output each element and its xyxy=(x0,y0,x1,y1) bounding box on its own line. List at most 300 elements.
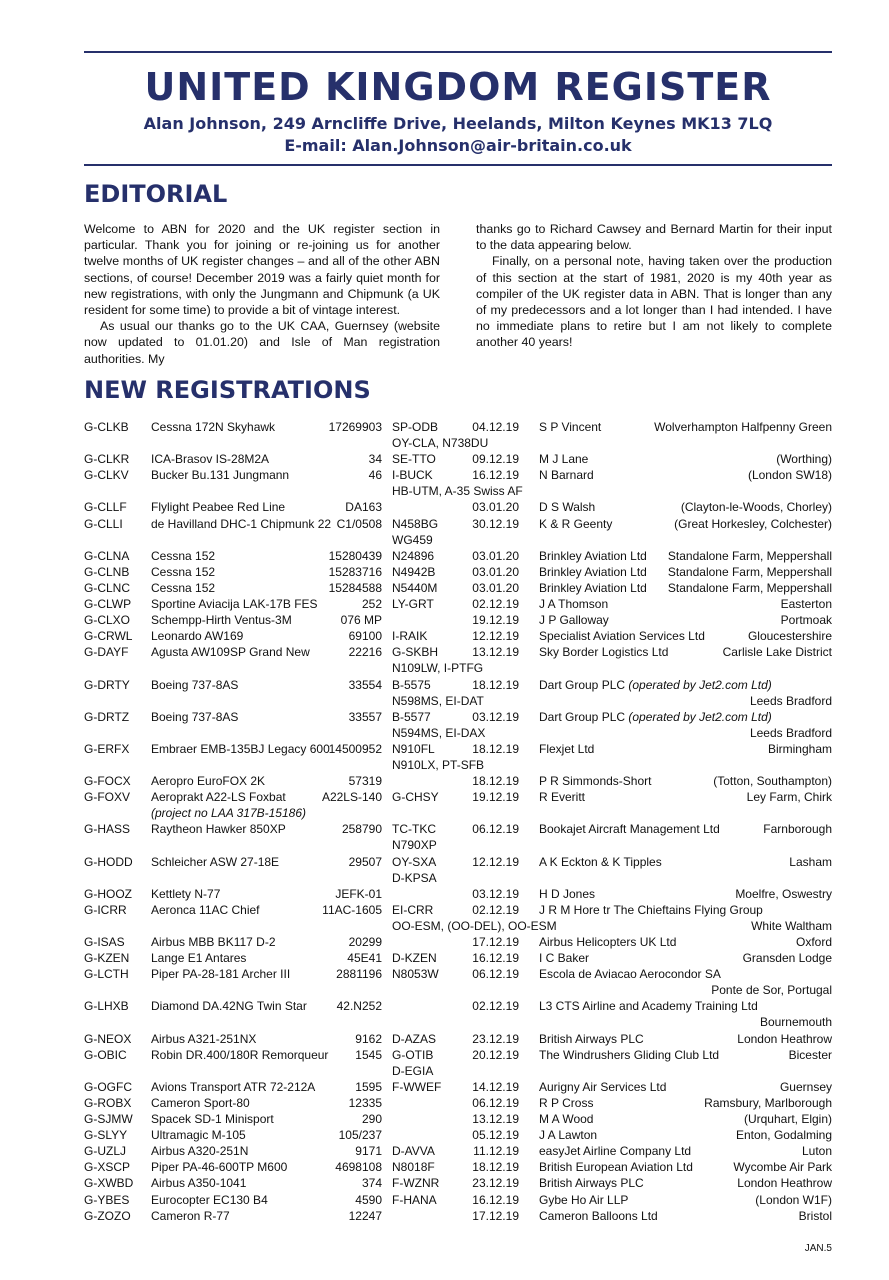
registration-date: 18.12.19 xyxy=(472,741,519,756)
construction-number: 42.N252 xyxy=(336,999,382,1014)
construction-number: 11AC-1605 xyxy=(322,902,382,917)
aircraft-type: Boeing 737-8AS xyxy=(151,709,239,724)
table-row xyxy=(84,548,832,564)
table-row xyxy=(84,741,832,757)
registration-date: 19.12.19 xyxy=(472,790,519,805)
location: Ley Farm, Chirk xyxy=(746,790,832,805)
registration-date: 16.12.19 xyxy=(472,468,519,483)
table-row xyxy=(84,580,832,596)
email-line: E-mail: Alan.Johnson@air-britain.co.uk xyxy=(284,136,632,155)
owner: L3 CTS Airline and Academy Training Ltd xyxy=(539,999,758,1014)
construction-number: 15283716 xyxy=(328,564,382,579)
owner: S P Vincent xyxy=(539,420,602,434)
owner xyxy=(539,709,772,725)
registration-date: 17.12.19 xyxy=(472,935,519,949)
table-row xyxy=(84,1143,832,1159)
table-row xyxy=(84,950,832,966)
registration-mark: G-CRWL xyxy=(84,629,133,644)
construction-number: 45E41 xyxy=(347,951,382,966)
registration-mark: G-UZLJ xyxy=(84,1144,126,1159)
location: Ponte de Sor, Portugal xyxy=(711,983,832,998)
previous-identities: OO-ESM, (OO-DEL), OO-ESM xyxy=(392,918,557,933)
construction-number: 252 xyxy=(361,597,382,612)
aircraft-type: de Havilland DHC-1 Chipmunk 22 xyxy=(151,516,332,531)
table-row xyxy=(84,644,832,660)
aircraft-type: Agusta AW109SP Grand New xyxy=(151,645,310,660)
location: London Heathrow xyxy=(737,1031,832,1046)
registration-mark: G-NEOX xyxy=(84,1031,132,1046)
registration-mark: G-YBES xyxy=(84,1192,130,1207)
table-row-continuation xyxy=(84,660,832,676)
construction-number: 20299 xyxy=(348,935,382,949)
table-row xyxy=(84,451,832,467)
aircraft-type: Schempp-Hirth Ventus-3M xyxy=(151,613,292,628)
location: London Heathrow xyxy=(737,1176,832,1191)
previous-identity: I-RAIK xyxy=(392,629,428,644)
registration-mark: G-DRTY xyxy=(84,677,130,692)
table-row xyxy=(84,1175,832,1191)
location: Gransden Lodge xyxy=(742,951,832,966)
location: (Urquhart, Elgin) xyxy=(743,1112,832,1127)
construction-number: 46 xyxy=(368,468,382,483)
table-row xyxy=(84,902,832,918)
construction-number: 4590 xyxy=(355,1192,382,1207)
table-row xyxy=(84,966,832,982)
registration-mark: G-DAYF xyxy=(84,645,129,660)
registration-date: 12.12.19 xyxy=(472,854,519,869)
construction-number: 69100 xyxy=(348,629,382,644)
table-row xyxy=(84,677,832,693)
editorial-paragraph: As usual our thanks go to the UK CAA, Guernsey (website now updated to 01.01.20) and Isle of Man registration authorities. My xyxy=(84,319,440,366)
table-row xyxy=(84,934,832,950)
previous-identity: G-SKBH xyxy=(392,645,439,660)
editorial-paragraph: Welcome to ABN for 2020 and the UK register section in particular. Thank you for joining or re-joining us for another twelve months of UK register changes – and all of the other ABN sections, of course! December 2019 was a fairly quiet month for new registrations, with only the Jungmann and Chipmunk (a UK resident for some time) to provide a bit of vintage interest. xyxy=(84,222,440,318)
aircraft-type: Schleicher ASW 27-18E xyxy=(151,854,280,869)
owner: British European Aviation Ltd xyxy=(539,1160,693,1175)
construction-number: 22216 xyxy=(348,645,382,660)
registration-date: 18.12.19 xyxy=(472,1160,519,1175)
owner: I C Baker xyxy=(539,951,590,966)
registration-mark: G-HOOZ xyxy=(84,886,132,901)
registration-date: 19.12.19 xyxy=(472,613,519,628)
previous-identities: HB-UTM, A-35 Swiss AF xyxy=(392,484,523,499)
table-row xyxy=(84,773,832,789)
aircraft-type: Cameron R-77 xyxy=(151,1208,230,1223)
owner: Aurigny Air Services Ltd xyxy=(539,1079,667,1094)
construction-number: 105/237 xyxy=(338,1128,382,1143)
construction-number: 076 MP xyxy=(340,613,382,628)
previous-identities: OY-CLA, N738DU xyxy=(392,436,489,451)
construction-number: 2881196 xyxy=(336,967,382,982)
owner: Cameron Balloons Ltd xyxy=(539,1208,658,1223)
new-registrations-heading: NEW REGISTRATIONS xyxy=(84,376,371,404)
registration-mark: G-CLKR xyxy=(84,452,130,467)
table-row xyxy=(84,1111,832,1127)
aircraft-type: Cameron Sport-80 xyxy=(151,1095,250,1110)
table-row-continuation xyxy=(84,870,832,886)
registration-mark: G-DRTZ xyxy=(84,709,130,724)
previous-identity: G-OTIB xyxy=(392,1047,434,1062)
registration-mark: G-XWBD xyxy=(84,1176,134,1191)
location: Portmoak xyxy=(780,613,832,628)
registration-date: 03.12.19 xyxy=(472,709,519,724)
top-rule xyxy=(84,51,832,53)
registration-list xyxy=(84,419,832,1224)
table-row xyxy=(84,821,832,837)
construction-number: 17269903 xyxy=(328,420,382,434)
previous-identity: N910FL xyxy=(392,741,435,756)
location: Oxford xyxy=(795,935,832,949)
aircraft-type: Boeing 737-8AS xyxy=(151,677,239,692)
table-row-continuation xyxy=(84,532,832,548)
registration-date: 16.12.19 xyxy=(472,951,519,966)
construction-number: 290 xyxy=(361,1112,382,1127)
location: Guernsey xyxy=(779,1079,832,1094)
previous-identity: N8053W xyxy=(392,967,439,982)
owner: Flexjet Ltd xyxy=(539,741,595,756)
construction-number: 4698108 xyxy=(335,1160,382,1175)
registration-mark: G-ISAS xyxy=(84,935,125,949)
owner: J A Lawton xyxy=(539,1128,598,1143)
construction-number: 374 xyxy=(361,1176,382,1191)
registration-date: 02.12.19 xyxy=(472,999,519,1014)
location: Gloucestershire xyxy=(747,629,832,644)
location: White Waltham xyxy=(751,918,832,933)
registration-mark: G-CLXO xyxy=(84,613,131,628)
location: Standalone Farm, Meppershall xyxy=(667,548,832,563)
previous-identity: D-KZEN xyxy=(392,951,437,966)
aircraft-type: Robin DR.400/180R Remorqueur xyxy=(151,1047,329,1062)
owner xyxy=(539,677,772,693)
previous-identity: F-HANA xyxy=(392,1192,437,1207)
registration-date: 06.12.19 xyxy=(472,967,519,982)
registration-mark: G-ICRR xyxy=(84,902,127,917)
registration-date: 18.12.19 xyxy=(472,677,519,692)
table-row xyxy=(84,1095,832,1111)
registration-date: 13.12.19 xyxy=(472,1112,519,1127)
owner: Gybe Ho Air LLP xyxy=(539,1192,629,1207)
previous-identity: B-5577 xyxy=(392,709,431,724)
table-row-continuation xyxy=(84,725,832,741)
owner: Escola de Aviacao Aerocondor SA xyxy=(539,967,721,982)
owner: A K Eckton & K Tipples xyxy=(539,854,662,869)
editorial-column-right xyxy=(476,221,832,351)
owner: Sky Border Logistics Ltd xyxy=(539,645,669,660)
construction-number: 9171 xyxy=(355,1144,382,1159)
aircraft-type: Eurocopter EC130 B4 xyxy=(151,1192,268,1207)
location: Lasham xyxy=(789,854,832,869)
registration-date: 18.12.19 xyxy=(472,774,519,789)
previous-identity: EI-CRR xyxy=(392,902,434,917)
registration-mark: G-CLNB xyxy=(84,564,130,579)
registration-date: 13.12.19 xyxy=(472,645,519,660)
registration-date: 02.12.19 xyxy=(472,902,519,917)
construction-number: 15284588 xyxy=(328,580,382,595)
owner-note: (operated by Jet2.com Ltd) xyxy=(628,677,772,692)
previous-identities: N790XP xyxy=(392,838,437,853)
previous-identity: TC-TKC xyxy=(392,822,436,837)
location: Standalone Farm, Meppershall xyxy=(667,580,832,595)
registration-date: 17.12.19 xyxy=(472,1208,519,1223)
location: Bicester xyxy=(788,1047,832,1062)
table-row xyxy=(84,1127,832,1143)
owner: J R M Hore tr The Chieftains Flying Group xyxy=(539,902,763,917)
aircraft-type: Cessna 152 xyxy=(151,548,216,563)
registration-mark: G-HODD xyxy=(84,854,133,869)
previous-identity: LY-GRT xyxy=(392,597,434,612)
previous-identity: SP-ODB xyxy=(392,420,439,434)
location: Wolverhampton Halfpenny Green xyxy=(654,420,832,434)
table-row-continuation xyxy=(84,483,832,499)
owner: Brinkley Aviation Ltd xyxy=(539,564,647,579)
construction-number: 33554 xyxy=(348,677,382,692)
owner: easyJet Airline Company Ltd xyxy=(539,1144,692,1159)
header-bottom-rule xyxy=(84,164,832,166)
owner: H D Jones xyxy=(539,886,596,901)
owner: R Everitt xyxy=(539,790,586,805)
previous-identity: N8018F xyxy=(392,1160,435,1175)
aircraft-type: Cessna 152 xyxy=(151,564,216,579)
owner: British Airways PLC xyxy=(539,1031,644,1046)
previous-identities: WG459 xyxy=(392,532,433,547)
aircraft-type: Cessna 152 xyxy=(151,580,216,595)
table-row xyxy=(84,516,832,532)
aircraft-type: Flylight Peabee Red Line xyxy=(151,500,286,515)
table-row xyxy=(84,886,832,902)
construction-number: 12335 xyxy=(348,1095,382,1110)
construction-number: 9162 xyxy=(355,1031,382,1046)
table-row xyxy=(84,1079,832,1095)
previous-identity: G-CHSY xyxy=(392,790,439,805)
previous-identities: N109LW, I-PTFG xyxy=(392,661,484,676)
location: Luton xyxy=(801,1144,832,1159)
aircraft-type: ICA-Brasov IS-28M2A xyxy=(151,452,270,467)
aircraft-type: Aeronca 11AC Chief xyxy=(151,902,260,917)
aircraft-type: Airbus A321-251NX xyxy=(151,1031,257,1046)
location: Leeds Bradford xyxy=(749,693,832,708)
editorial-column-left xyxy=(84,221,440,367)
location: (Great Horkesley, Colchester) xyxy=(674,516,832,531)
aircraft-type: Sportine Aviacija LAK-17B FES xyxy=(151,597,318,612)
owner: D S Walsh xyxy=(539,500,596,515)
aircraft-type: Embraer EMB-135BJ Legacy 600 xyxy=(151,741,330,756)
table-row xyxy=(84,854,832,870)
location: Ramsbury, Marlborough xyxy=(704,1095,832,1110)
construction-number: 34 xyxy=(368,452,382,467)
construction-number: 1595 xyxy=(355,1079,382,1094)
aircraft-type: Airbus MBB BK117 D-2 xyxy=(151,935,276,949)
location: Bristol xyxy=(798,1208,832,1223)
registration-date: 23.12.19 xyxy=(472,1176,519,1191)
previous-identity: N5440M xyxy=(392,580,438,595)
owner: M A Wood xyxy=(539,1112,594,1127)
table-row xyxy=(84,998,832,1014)
table-row xyxy=(84,1192,832,1208)
table-row xyxy=(84,1159,832,1175)
table-row-continuation xyxy=(84,435,832,451)
construction-number: 1545 xyxy=(355,1047,382,1062)
table-row xyxy=(84,628,832,644)
aircraft-type: Avions Transport ATR 72-212A xyxy=(151,1079,316,1094)
registration-mark: G-FOXV xyxy=(84,790,131,805)
location: Wycombe Air Park xyxy=(733,1160,832,1175)
location: (Worthing) xyxy=(776,452,832,467)
registration-date: 03.01.20 xyxy=(472,500,519,515)
aircraft-type: Diamond DA.42NG Twin Star xyxy=(151,999,307,1014)
owner: The Windrushers Gliding Club Ltd xyxy=(539,1047,720,1062)
aircraft-type: Piper PA-28-181 Archer III xyxy=(151,967,291,982)
location: (Clayton-le-Woods, Chorley) xyxy=(680,500,832,515)
aircraft-type: Piper PA-46-600TP M600 xyxy=(151,1160,288,1175)
location: Leeds Bradford xyxy=(749,725,832,740)
construction-number: 14500952 xyxy=(328,741,382,756)
owner: British Airways PLC xyxy=(539,1176,644,1191)
location: Moelfre, Oswestry xyxy=(735,886,832,901)
previous-identity: F-WZNR xyxy=(392,1176,440,1191)
location: (London SW18) xyxy=(747,468,832,483)
registration-date: 06.12.19 xyxy=(472,822,519,837)
owner: K & R Geenty xyxy=(539,516,613,531)
aircraft-type: Bucker Bu.131 Jungmann xyxy=(151,468,290,483)
construction-number: C1/0508 xyxy=(336,516,382,531)
owner: P R Simmonds-Short xyxy=(539,774,652,789)
registration-date: 20.12.19 xyxy=(472,1047,519,1062)
location: Carlisle Lake District xyxy=(722,645,832,660)
registration-date: 30.12.19 xyxy=(472,516,519,531)
previous-identity: SE-TTO xyxy=(392,452,436,467)
table-row-continuation xyxy=(84,982,832,998)
registration-date: 12.12.19 xyxy=(472,629,519,644)
registration-mark: G-CLNA xyxy=(84,548,130,563)
table-row-continuation xyxy=(84,693,832,709)
registration-date: 03.01.20 xyxy=(472,580,519,595)
registration-mark: G-ERFX xyxy=(84,741,130,756)
registration-mark: G-LCTH xyxy=(84,967,129,982)
registration-mark: G-CLLI xyxy=(84,516,123,531)
registration-mark: G-SLYY xyxy=(84,1128,128,1143)
registration-date: 05.12.19 xyxy=(472,1128,519,1143)
owner: Brinkley Aviation Ltd xyxy=(539,548,647,563)
registration-date: 16.12.19 xyxy=(472,1192,519,1207)
aircraft-type: Airbus A320-251N xyxy=(151,1144,249,1159)
table-row-continuation xyxy=(84,805,832,821)
owner: J P Galloway xyxy=(539,613,609,628)
table-row xyxy=(84,1047,832,1063)
previous-identities: D-KPSA xyxy=(392,870,437,885)
page-title: UNITED KINGDOM REGISTER xyxy=(144,65,772,109)
registration-mark: G-ROBX xyxy=(84,1095,132,1110)
location: Bournemouth xyxy=(759,1015,832,1030)
table-row xyxy=(84,419,832,435)
location: Birmingham xyxy=(767,741,832,756)
registration-mark: G-ZOZO xyxy=(84,1208,131,1223)
previous-identity: N4942B xyxy=(392,564,436,579)
construction-number: 33557 xyxy=(348,709,382,724)
registration-date: 03.01.20 xyxy=(472,564,519,579)
aircraft-type: Kettlety N-77 xyxy=(151,886,221,901)
registration-mark: G-CLWP xyxy=(84,597,132,612)
owner: R P Cross xyxy=(539,1095,594,1110)
registration-date: 04.12.19 xyxy=(472,420,519,434)
editorial-paragraph: Finally, on a personal note, having taken over the production of this section at the start of 1981, 2020 is my 40th year as compiler of the UK register data in ABN. That is longer than any of my predecessors and a lot longer than I had intended. I have no immediate plans to retire but I am not likely to complete another 40 years! xyxy=(476,254,832,350)
construction-number: JEFK-01 xyxy=(335,886,382,901)
location: (Totton, Southampton) xyxy=(713,774,832,789)
registration-mark: G-KZEN xyxy=(84,951,130,966)
previous-identity: N24896 xyxy=(392,548,435,563)
owner-name: Dart Group PLC xyxy=(539,709,626,724)
table-row-continuation xyxy=(84,918,832,934)
owner: M J Lane xyxy=(539,452,589,467)
registration-mark: G-CLKV xyxy=(84,468,129,483)
registration-mark: G-CLNC xyxy=(84,580,131,595)
table-row-continuation xyxy=(84,1014,832,1030)
location: Farnborough xyxy=(763,822,832,837)
registration-date: 06.12.19 xyxy=(472,1095,519,1110)
construction-number: 12247 xyxy=(348,1208,382,1223)
construction-number: 57319 xyxy=(348,774,382,789)
previous-identities: N594MS, EI-DAX xyxy=(392,725,486,740)
owner: Specialist Aviation Services Ltd xyxy=(539,629,705,644)
registration-mark: G-CLKB xyxy=(84,420,129,434)
table-row xyxy=(84,467,832,483)
aircraft-type-note: (project no LAA 317B-15186) xyxy=(151,806,306,821)
table-row xyxy=(84,499,832,515)
aircraft-type: Raytheon Hawker 850XP xyxy=(151,822,286,837)
editorial-heading: EDITORIAL xyxy=(84,180,228,208)
registration-date: 14.12.19 xyxy=(472,1079,519,1094)
aircraft-type: Cessna 172N Skyhawk xyxy=(151,420,276,434)
registration-date: 09.12.19 xyxy=(472,452,519,467)
location: Standalone Farm, Meppershall xyxy=(667,564,832,579)
owner: J A Thomson xyxy=(539,597,609,612)
registration-mark: G-SJMW xyxy=(84,1112,133,1127)
aircraft-type: Ultramagic M-105 xyxy=(151,1128,246,1143)
table-row xyxy=(84,596,832,612)
registration-mark: G-CLLF xyxy=(84,500,127,515)
previous-identities: D-EGIA xyxy=(392,1063,434,1078)
owner: N Barnard xyxy=(539,468,594,483)
location: Enton, Godalming xyxy=(735,1128,832,1143)
previous-identity: B-5575 xyxy=(392,677,431,692)
address-line: Alan Johnson, 249 Arncliffe Drive, Heelands, Milton Keynes MK13 7LQ xyxy=(143,114,773,133)
previous-identity: D-AZAS xyxy=(392,1031,437,1046)
registration-mark: G-OBIC xyxy=(84,1047,127,1062)
owner-name: Dart Group PLC xyxy=(539,677,626,692)
aircraft-type: Leonardo AW169 xyxy=(151,629,244,644)
aircraft-type: Lange E1 Antares xyxy=(151,951,247,966)
registration-date: 23.12.19 xyxy=(472,1031,519,1046)
registration-mark: G-XSCP xyxy=(84,1160,131,1175)
table-row-continuation xyxy=(84,1063,832,1079)
construction-number: 29507 xyxy=(348,854,382,869)
registration-date: 11.12.19 xyxy=(473,1144,519,1159)
previous-identity: D-AVVA xyxy=(392,1144,435,1159)
aircraft-type: Spacek SD-1 Minisport xyxy=(151,1112,274,1127)
registration-mark: G-FOCX xyxy=(84,774,131,789)
aircraft-type: Airbus A350-1041 xyxy=(151,1176,247,1191)
construction-number: DA163 xyxy=(345,500,382,515)
editorial-paragraph: thanks go to Richard Cawsey and Bernard Martin for their input to the data appearing below. xyxy=(476,222,832,253)
table-row xyxy=(84,789,832,805)
table-row xyxy=(84,709,832,725)
previous-identities: N598MS, EI-DAT xyxy=(392,693,484,708)
registration-mark: G-OGFC xyxy=(84,1079,132,1094)
table-row-continuation xyxy=(84,757,832,773)
owner: Bookajet Aircraft Management Ltd xyxy=(539,822,720,837)
construction-number: 15280439 xyxy=(328,548,382,563)
previous-identity: OY-SXA xyxy=(392,854,437,869)
registration-mark: G-LHXB xyxy=(84,999,129,1014)
